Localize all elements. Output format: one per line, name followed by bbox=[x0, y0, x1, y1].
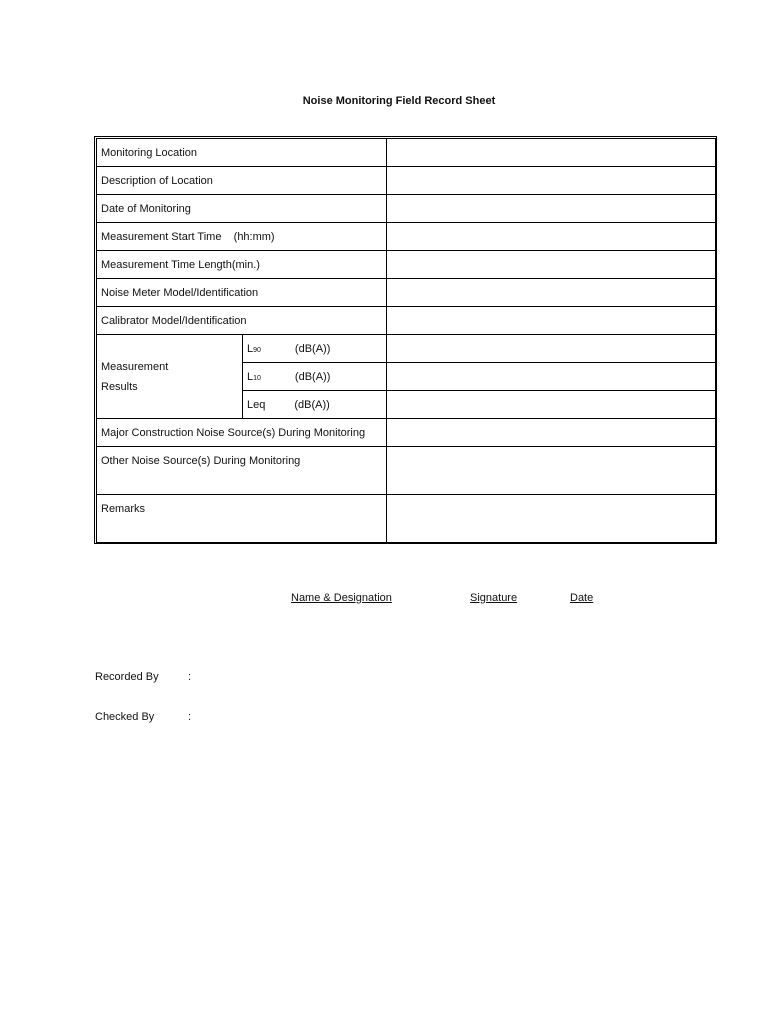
l10-subscript: 10 bbox=[253, 374, 261, 382]
label-time-length: Measurement Time Length(min.) bbox=[97, 251, 387, 279]
recorded-by-colon: : bbox=[188, 671, 192, 683]
value-description-of-location[interactable] bbox=[387, 167, 716, 195]
label-other-source: Other Noise Source(s) During Monitoring bbox=[97, 447, 387, 495]
record-table bbox=[96, 138, 716, 543]
row-monitoring-location bbox=[97, 139, 716, 167]
checked-by-label: Checked By bbox=[95, 711, 155, 723]
row-noise-meter bbox=[97, 279, 716, 307]
header-date: Date bbox=[570, 592, 594, 604]
checked-by-colon: : bbox=[188, 711, 192, 723]
label-start-time: Measurement Start Time (hh:mm) bbox=[97, 223, 387, 251]
value-l90[interactable] bbox=[387, 335, 716, 363]
value-remarks[interactable] bbox=[387, 495, 716, 543]
value-time-length[interactable] bbox=[387, 251, 716, 279]
label-major-source: Major Construction Noise Source(s) During Monitoring bbox=[97, 419, 387, 447]
row-remarks bbox=[97, 495, 716, 543]
label-l10 bbox=[243, 363, 387, 391]
checked-by-row bbox=[95, 711, 192, 723]
row-calibrator bbox=[97, 307, 716, 335]
measurement-label-line1: Measurement bbox=[101, 360, 169, 373]
recorded-by-row bbox=[95, 671, 192, 683]
value-l10[interactable] bbox=[387, 363, 716, 391]
row-date-of-monitoring bbox=[97, 195, 716, 223]
row-time-length bbox=[97, 251, 716, 279]
value-start-time[interactable] bbox=[387, 223, 716, 251]
recorded-by-label: Recorded By bbox=[95, 671, 159, 683]
l90-unit: (dB(A)) bbox=[294, 342, 331, 355]
label-remarks: Remarks bbox=[97, 495, 387, 543]
label-l90 bbox=[243, 335, 387, 363]
value-noise-meter[interactable] bbox=[387, 279, 716, 307]
row-start-time bbox=[97, 223, 716, 251]
value-calibrator[interactable] bbox=[387, 307, 716, 335]
label-leq bbox=[243, 391, 387, 419]
row-other-source bbox=[97, 447, 716, 495]
leq-base: Leq bbox=[247, 398, 266, 411]
label-monitoring-location: Monitoring Location bbox=[97, 139, 387, 167]
value-date-of-monitoring[interactable] bbox=[387, 195, 716, 223]
value-other-source[interactable] bbox=[387, 447, 716, 495]
leq-unit: (dB(A)) bbox=[294, 398, 330, 411]
l10-base: L bbox=[247, 370, 254, 383]
label-measurement-results bbox=[97, 335, 243, 419]
value-monitoring-location[interactable] bbox=[387, 139, 716, 167]
measurement-label-line2: Results bbox=[101, 380, 138, 393]
header-name-designation: Name & Designation bbox=[291, 592, 392, 604]
l90-base: L bbox=[247, 342, 254, 355]
row-l90 bbox=[97, 335, 716, 363]
label-noise-meter: Noise Meter Model/Identification bbox=[97, 279, 387, 307]
record-table-frame bbox=[94, 136, 717, 544]
sheet-title: Noise Monitoring Field Record Sheet bbox=[302, 95, 496, 107]
label-calibrator: Calibrator Model/Identification bbox=[97, 307, 387, 335]
value-major-source[interactable] bbox=[387, 419, 716, 447]
l10-unit: (dB(A)) bbox=[294, 370, 331, 383]
row-major-source bbox=[97, 419, 716, 447]
value-leq[interactable] bbox=[387, 391, 716, 419]
label-description-of-location: Description of Location bbox=[97, 167, 387, 195]
row-description-of-location bbox=[97, 167, 716, 195]
header-signature: Signature bbox=[470, 592, 518, 604]
label-date-of-monitoring: Date of Monitoring bbox=[97, 195, 387, 223]
l90-subscript: 90 bbox=[253, 346, 261, 354]
